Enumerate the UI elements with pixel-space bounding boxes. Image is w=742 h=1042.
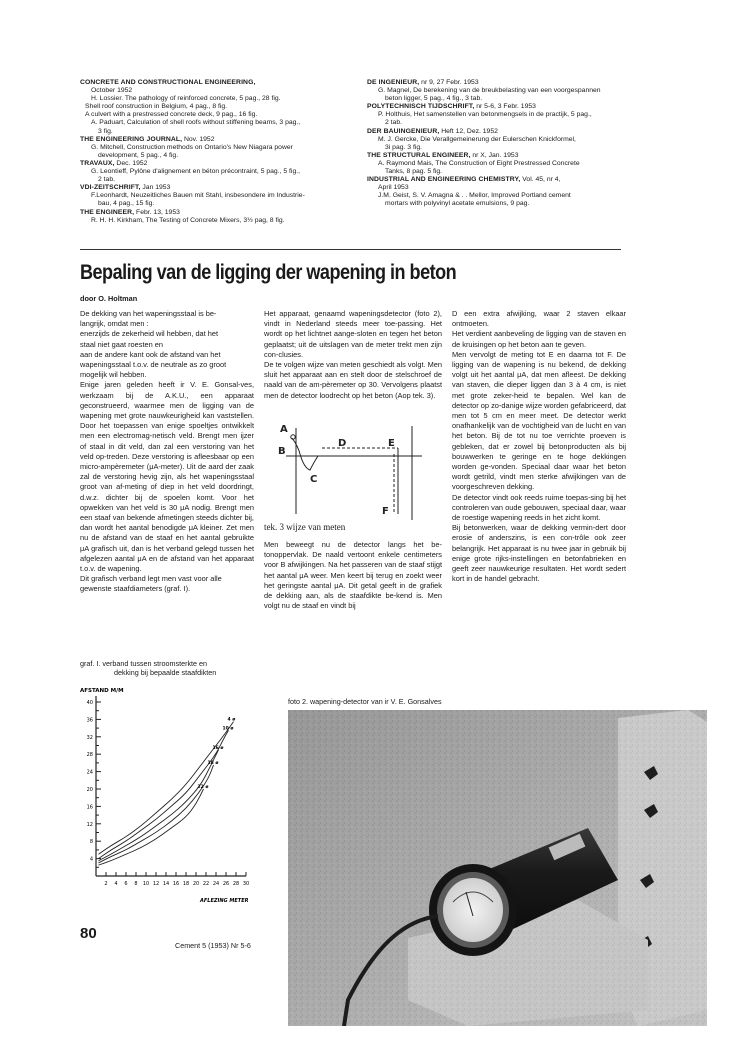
sketch-label-a: A: [280, 424, 288, 435]
reference-entry: [80, 209, 350, 225]
reference-entry: [367, 79, 629, 103]
series-label: 22 ø: [197, 785, 209, 790]
series-label: 4 ø: [227, 717, 236, 723]
x-tick-label: 16: [172, 881, 180, 887]
text-line: De dekking van het wapeningsstaal is be-: [80, 309, 217, 318]
x-tick-label: 4: [114, 881, 118, 887]
x-tick-label: 20: [192, 881, 200, 887]
paragraph: De detector vindt ook reeds ruime toepas-sing bij het controleren van oude gebouwen, speciaal daar, waar de roestige wapening reeds in het zicht komt.: [452, 492, 626, 523]
sketch-caption: tek. 3 wijze van meten: [264, 522, 346, 532]
reference-date: Nov. 1952: [182, 135, 215, 143]
sketch-label-d: D: [338, 438, 347, 449]
reference-date: nr X, Jan. 1953: [470, 151, 519, 159]
y-tick-label: 40: [86, 700, 93, 706]
reference-article: G. Magnel, De berekening van de breukbelasting van een voorgespannen: [378, 87, 601, 95]
x-tick-label: 10: [142, 881, 150, 887]
x-tick-label: 2: [104, 881, 108, 887]
reference-date: October 1952: [91, 87, 133, 95]
measurement-sketch: [262, 418, 432, 530]
reference-article: H. Lossier. The pathology of reinforced concrete, 5 pag., 28 fig.: [91, 95, 281, 103]
intro-paragraph: [80, 309, 254, 380]
reference-article: Tanks, 8 pag. 5 fig.: [385, 168, 443, 176]
reference-date: nr 9, 27 Febr. 1953: [419, 79, 479, 86]
article-byline: door O. Holtman: [80, 294, 138, 303]
text-line: aan de andere kant ook de afstand van het: [80, 349, 221, 359]
reference-article: M. J. Gercke, Die Verallgemeinerung der Eulerschen Knickformel,: [378, 135, 576, 143]
reference-article: 3 fig.: [98, 127, 113, 135]
reference-date: Vol. 45, nr 4,: [520, 176, 561, 184]
photo-caption: foto 2. wapening-detector van ir V. E. Gonsalves: [288, 697, 442, 706]
reference-journal: THE ENGINEER,: [80, 208, 135, 216]
y-tick-label: 20: [86, 787, 93, 793]
reference-journal: POLYTECHNISCH TIJDSCHRIFT,: [367, 103, 475, 111]
paragraph: Men beweegt nu de detector langs het be-tonoppervlak. De naald vertoont enkele centimeters voor B afwijkingen. Na het passeren van de staaf stijgt het aantal μA weer. Men keert bij terug en zoekt weer het geringste aantal μA. Dit getal geeft in de grafiek de dekking aan, als de staafdikte be-kend is. Men volgt nu de staaf en vindt bij: [264, 540, 442, 611]
reference-list-right: [367, 79, 629, 209]
reference-entry: [80, 184, 350, 208]
y-tick-label: 8: [89, 839, 93, 846]
paragraph: Men vervolgt de meting tot E en daarna tot F. De ligging van de wapening is nu bekend, de dekking volgt uit het aantal μA, dat men afleest. De dekking van staven, die dieper liggen dan 3 à 4 cm, is niet met grote zeker-heid te bepalen. Wel kan de detector op zo-danige wijze worden gefabriceerd, dat men tot 5 cm en meer meet. De detector werkt onafhankelijk van de vochtigheid van de lucht en van het beton. Bij de tot nu toe verrichte proeven is gebleken, dat er zowel bij betonproducten als bij bouwwerken te geringe en te hoge dekkingen worden ge-vonden. Speciaal daar waar het beton wordt getrild, vindt men sterke afwijkingen van de voorgeschreven dekking.: [452, 349, 626, 492]
reference-article: A. Raymond Mais, The Construction of Eight Prestressed Concrete: [378, 159, 580, 167]
x-tick-label: 26: [222, 881, 230, 887]
graph-caption-line: graf. I. verband tussen stroomsterkte en: [80, 659, 208, 668]
reference-date: Jan 1953: [140, 184, 171, 192]
reference-journal: VDI-ZEITSCHRIFT,: [80, 184, 141, 192]
detector-photo: [288, 710, 707, 1026]
paragraph: D een extra afwijking, waar 2 staven elkaar ontmoeten.: [452, 309, 626, 329]
reference-article: bau, 4 pag., 15 fig.: [98, 200, 155, 208]
paragraph: Het apparaat, genaamd wapeningsdetector (foto 2), vindt in Nederland steeds meer toe-passing. Het wordt op het lichtnet aange-sloten en tegen het beton geplaatst; uit de uitslagen van de meter trekt men zijn con-clusies.: [264, 309, 442, 359]
article-column-3: [452, 309, 626, 584]
text-line: staal niet gaat roesten en: [80, 339, 163, 349]
x-tick-label: 18: [182, 881, 190, 887]
series-line: [99, 750, 219, 861]
text-line: gewenste staafdiameters (graf. I).: [80, 584, 191, 594]
reference-article: J.M. Geist, S. V. Amagna & . . Mellor, Improved Portland cement: [378, 192, 571, 200]
series-label: 16 ø: [212, 745, 224, 751]
reference-journal: DE INGENIEUR,: [367, 79, 420, 86]
reference-date: Dec. 1952: [114, 159, 148, 167]
text-line: Dit grafisch verband legt men vast voor alle: [80, 574, 222, 584]
reference-article: 2 tab.: [385, 119, 403, 127]
reference-journal: THE ENGINEERING JOURNAL,: [80, 135, 183, 143]
x-tick-label: 22: [202, 881, 210, 887]
series-label: 10 ø: [222, 726, 234, 732]
paragraph: De te volgen wijze van meten geschiedt als volgt. Men sluit het apparaat aan en stelt door de stelschroef de naald van de am-pèremeter op 30. Vervolgens plaatst men de detector loodrecht op het beton (Aop tek. 3).: [264, 360, 442, 400]
reference-article: April 1953: [378, 184, 409, 192]
reference-article: beton ligger, 5 pag., 4 fig., 3 tab.: [385, 95, 483, 103]
reference-entry: [367, 176, 629, 208]
section-divider: [80, 249, 621, 250]
paragraph: Bij betonwerken, waar de dekking vermin-dert door erosie of anderszins, is een con-trôle ook zeer belangrijk. Het apparaat is nu twee jaar in gebruik bij enige grote rijks-instellingen en betonfabrieken en geeft zeer nauwkeurige resultaten. Het wordt sedert kort in de handel gebracht.: [452, 523, 626, 584]
reference-article: A. Paduart, Calculation of shell roofs without stiffening beams, 3 pag.,: [91, 119, 301, 127]
sketch-label-f: F: [382, 506, 389, 517]
x-tick-label: 8: [134, 881, 138, 887]
x-tick-label: 6: [124, 881, 128, 887]
reference-entry: [80, 160, 350, 184]
x-tick-label: 12: [152, 881, 160, 887]
reference-journal: THE STRUCTURAL ENGINEER,: [367, 151, 471, 159]
reference-article: G. Leontieff, Pylône d'alignement en béton précontraint, 5 pag., 5 fig.,: [91, 168, 300, 176]
paragraph: [80, 574, 254, 594]
text-line: enerzijds de zekerheid wil hebben, dat het: [80, 329, 219, 339]
text-line: wapeningsstaal t.o.v. de neutrale as zo groot: [80, 360, 227, 370]
reference-date: Heft 12, Dez. 1952: [439, 127, 498, 135]
sketch-label-c: C: [310, 474, 318, 485]
y-tick-label: 24: [86, 769, 93, 776]
page-footer: Cement 5 (1953) Nr 5-6: [175, 941, 251, 950]
series-line: [99, 789, 204, 865]
paragraph: Enige jaren geleden heeft ir V. E. Gonsal-ves, werkzaam bij de A.K.U., een apparaat geconstrueerd, waarmee men de ligging van de wapening met grote nauwkeurigheid kan vaststellen. Door het toepassen van enige spoeltjes ontwikkelt men een electromag-netisch veld. Brengt men ijzer of staal in dit veld, dan zal een verstoring van het veld op-treden. Deze verstoring is afleesbaar op een micro-ampèremeter (μA-meter). Uit de aard der zaak zal de verstoring hevig zijn, als het wapeningsstaal groot van af-meting of diep in het veld doordringt, d.w.z. dichter bij de spoelen komt. Voor het opwekken van het veld is 30 μA nodig. Brengt men een staaf van bekende afmetingen steeds dichter bij, dan wordt het aantal benodigde μA kleiner. Zet men nu de afstand van de staaf en het aantal gebruikte μA grafisch uit, dan is het verband gelegd tussen het afgelezen aantal μA en de afstand van het apparaat t.o.v. de wapening.: [80, 380, 254, 574]
reference-article: R. H. H. Kirkham, The Testing of Concrete Mixers, 3½ pag, 8 fig.: [91, 216, 285, 224]
series-line: [99, 722, 234, 855]
reference-article: A culvert with a prestressed concrete deck, 9 pag., 16 fig.: [85, 111, 258, 119]
reference-article: Shell roof construction in Belgium, 4 pag., 8 fig.: [85, 103, 228, 111]
reference-journal: DER BAUINGENIEUR,: [367, 127, 440, 135]
reference-date: nr 5-6, 3 Febr. 1953: [474, 103, 536, 111]
y-tick-label: 28: [86, 752, 93, 759]
series-line: [99, 730, 229, 858]
article-column-2-continued: [264, 540, 442, 611]
x-tick-label: 30: [242, 881, 250, 887]
y-tick-label: 16: [86, 804, 93, 811]
x-axis-label: AFLEZING METER: [200, 898, 249, 904]
graph-caption: [80, 659, 216, 677]
reference-article: P. Holthuis, Het samenstellen van betonmengsels in de practijk, 5 pag.,: [378, 111, 592, 119]
text-line: mogelijk wil hebben.: [80, 370, 147, 380]
reference-article: F.Leonhardt, Neuzeitliches Bauen mit Stahl, insbesondere im Industrie-: [91, 192, 305, 200]
reference-entry: [367, 152, 629, 176]
article-column-1: [80, 309, 254, 595]
reference-date: Febr. 13, 1953: [134, 208, 180, 216]
reference-journal: INDUSTRIAL AND ENGINEERING CHEMISTRY,: [367, 176, 521, 184]
reference-article: development, 5 pag., 4 fig.: [98, 151, 179, 159]
graph-caption-line: dekking bij bepaalde staafdikten: [114, 668, 217, 677]
x-tick-label: 24: [212, 881, 220, 887]
sketch-label-b: B: [278, 446, 286, 457]
reference-article: 3i pag. 3 fig.: [385, 143, 423, 151]
reference-journal: TRAVAUX,: [80, 159, 115, 167]
series-label: 18 ø: [207, 761, 219, 767]
graph-chart: [76, 684, 256, 910]
reference-list-left: [80, 79, 350, 225]
reference-article: 2 tab.: [98, 176, 116, 184]
text-line: langrijk, omdat men :: [80, 319, 149, 329]
y-tick-label: 32: [86, 734, 93, 741]
article-column-2: [264, 309, 442, 401]
y-tick-label: 36: [86, 717, 93, 724]
reference-article: G. Mitchell, Construction methods on Ontario's New Niagara power: [91, 143, 293, 151]
reference-entry: [367, 103, 629, 127]
paragraph: Het verdient aanbeveling de ligging van de staven en de kruisingen op het beton aan te geven.: [452, 329, 626, 349]
y-axis-label: AFSTAND M/M: [80, 688, 124, 694]
article-title: Bepaling van de ligging der wapening in beton: [80, 261, 457, 284]
reference-entry: [80, 136, 350, 160]
page-number: 80: [80, 925, 97, 942]
y-tick-label: 12: [86, 821, 93, 828]
y-tick-label: 4: [89, 856, 93, 863]
x-tick-label: 28: [232, 881, 240, 887]
reference-entry: [80, 79, 350, 136]
x-tick-label: 14: [162, 881, 170, 887]
reference-entry: [367, 128, 629, 152]
reference-journal: CONCRETE AND CONSTRUCTIONAL ENGINEERING,: [80, 79, 256, 86]
sketch-label-e: E: [388, 438, 395, 449]
reference-article: mortars with polyvinyl acetate emulsions, 9 pag.: [385, 200, 530, 208]
